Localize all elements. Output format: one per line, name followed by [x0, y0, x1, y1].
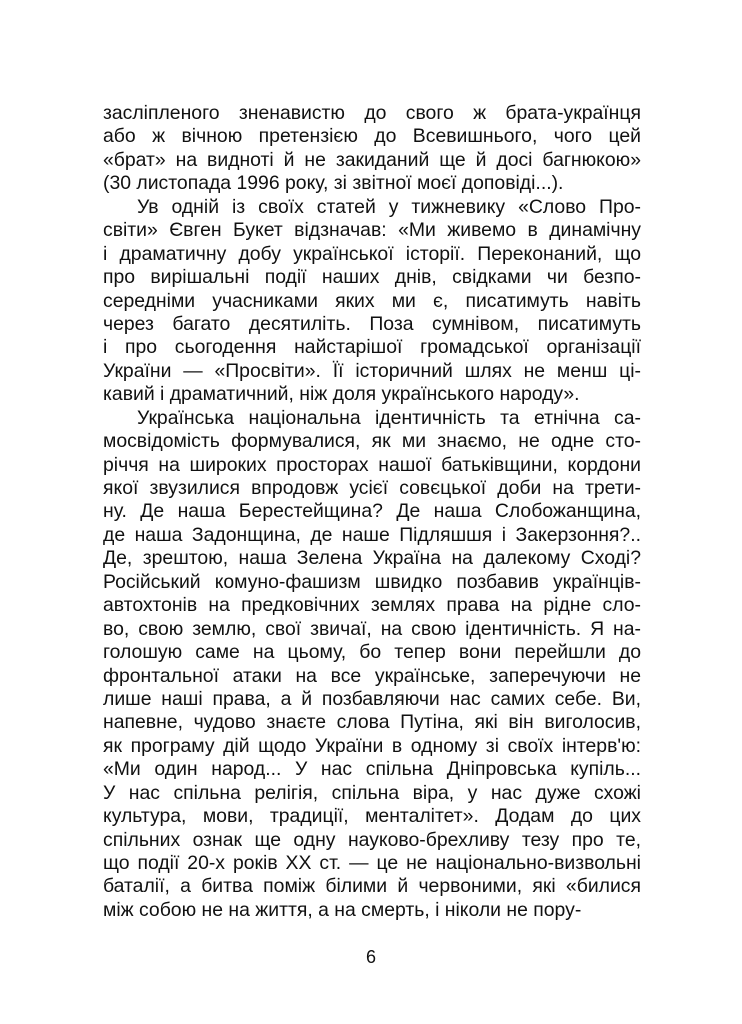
text-line: світи» Євген Букет відзначав: «Ми живемо в динамічну	[103, 219, 641, 242]
text-line: культура, мови, традиції, менталітет». Додам до цих	[103, 805, 641, 828]
text-line: «брат» на видноті й не закиданий ще й досі багнюкою»	[103, 148, 641, 171]
text-line: засліпленого зненавистю до свого ж брата-українця	[103, 102, 641, 124]
text-line: кавий і драматичний, ніж доля українського народу».	[103, 383, 580, 406]
paragraph	[103, 102, 641, 196]
text-line: і про сьогодення найстарішої громадської організації	[103, 336, 641, 359]
text-line: України — «Просвіти». Її історичний шлях не менш ці-	[103, 359, 641, 382]
text-line: «Ми один народ... У нас спільна Дніпровська купіль...	[103, 758, 641, 781]
text-line: де наша Задонщина, де наше Підляшшя і Закерзоння?..	[103, 523, 641, 546]
text-line: через багато десятиліть. Поза сумнівом, писатимуть	[103, 312, 641, 335]
text-line: середніми учасниками яких ми є, писатимуть навіть	[103, 289, 641, 312]
text-line: якої звузилися впродовж усієї совєцької доби на трети-	[103, 477, 641, 499]
text-line: баталії, а битва поміж білими й червоними, які «билися	[103, 875, 641, 898]
text-line: Ув одній із своїх статей у тижневику «Слово Про-	[137, 195, 641, 218]
text-line: У нас спільна релігія, спільна віра, у нас дуже схожі	[103, 781, 641, 804]
text-line: про вирішальні події наших днів, свідками чи безпо-	[103, 266, 641, 289]
text-line: фронтальної атаки на все українське, заперечуючи не	[103, 664, 641, 687]
page-number: 6	[365, 947, 376, 967]
paragraph	[103, 196, 641, 407]
text-line: во, свою землю, свої звичаї, на свою ідентичність. Я на-	[103, 617, 641, 640]
body-text	[103, 102, 641, 922]
text-line: Де, зрештою, наша Зелена Україна на далекому Сході?	[103, 547, 641, 570]
text-line: (30 листопада 1996 року, зі звітної моєї доповіді...).	[103, 172, 564, 195]
text-line: річчя на широких просторах нашої батьківщини, кордони	[103, 453, 641, 476]
text-line: Українська національна ідентичність та етнічна са-	[137, 406, 641, 429]
text-line: лише наші права, а й позбавляючи нас самих себе. Ви,	[103, 687, 641, 710]
text-line: Російський комуно-фашизм швидко позбавив українців-	[103, 570, 641, 593]
text-line: і драматичну добу української історії. Переконаний, що	[103, 242, 641, 265]
text-line: голошую саме на цьому, бо тепер вони перейшли до	[103, 641, 641, 664]
text-line: що події 20-х років XX ст. — це не національно-визвольні	[103, 852, 641, 874]
paragraph	[103, 407, 641, 923]
text-line: автохтонів на предковічних землях права на рідне сло-	[103, 594, 641, 617]
text-line: напевне, чудово знаєте слова Путіна, які він виголосив,	[103, 711, 641, 734]
text-line: спільних ознак ще одну науково-брехливу тезу про те,	[103, 828, 641, 851]
text-line: ну. Де наша Берестейщина? Де наша Слобожанщина,	[103, 500, 641, 523]
text-line: як програму дій щодо України в одному зі своїх інтерв'ю:	[103, 734, 641, 757]
text-line: між собою не на життя, а на смерть, і ніколи не пору-	[103, 898, 582, 921]
text-line: або ж вічною претензією до Всевишнього, чого цей	[103, 125, 641, 148]
text-line: мосвідомість формувалися, як ми знаємо, не одне сто-	[103, 430, 641, 453]
